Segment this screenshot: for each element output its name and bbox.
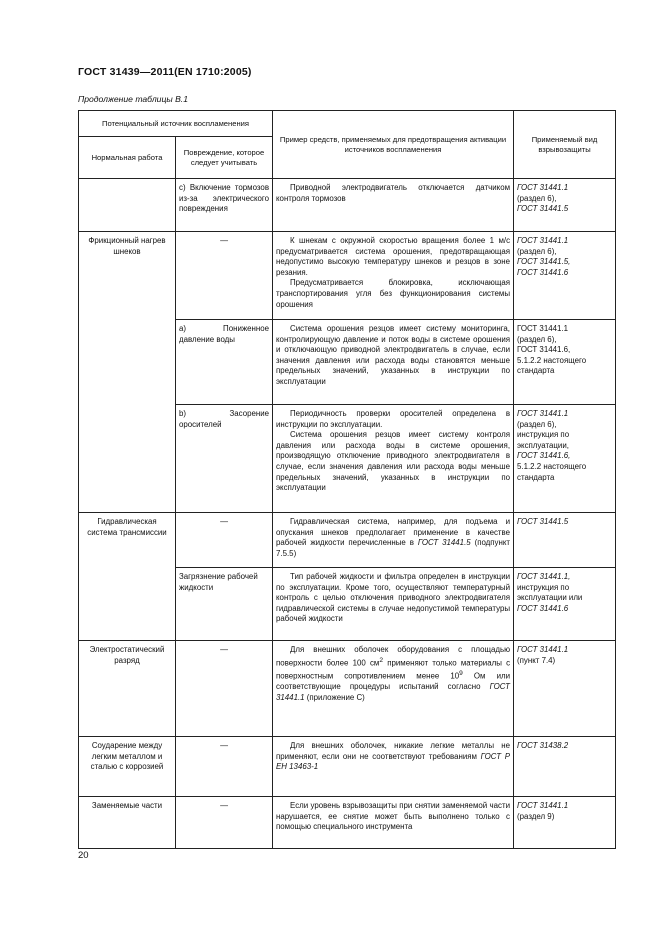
header-measures: Пример средств, применяемых для предотвращения активации источников воспламенения <box>273 111 514 179</box>
cell-measures: Если уровень взрывозащиты при снятии заменяемой части нарушается, ее снятие может быть выполнено только с помощью специального инструмента <box>273 797 514 849</box>
cell-normal: Соударение между легким металлом и сталью с коррозией <box>79 737 176 797</box>
cell-protection: ГОСТ 31441.1 (раздел 6), ГОСТ 31441.6, 5.1.2.2 настоящего стандарта <box>514 320 616 405</box>
continuation-label: Продолжение таблицы В.1 <box>78 94 188 104</box>
table-row <box>79 232 616 320</box>
cell-normal: Гидравлическая система трансмиссии <box>79 513 176 641</box>
table-row <box>79 797 616 849</box>
header-normal-operation: Нормальная работа <box>79 137 176 179</box>
cell-measures: Для внешних оболочек, никакие легкие металлы не применяют, если они не соответствуют требованиям ГОСТ Р ЕН 13463-1 <box>273 737 514 797</box>
cell-normal: Заменяемые части <box>79 797 176 849</box>
cell-measures: К шнекам с окружной скоростью вращения более 1 м/с предусматривается система орошения, предотвращающая недопустимо высокую температуру шнеков и резцов в зоне резания. Предусматривается блокировка, исключающая транспортирования угля без функционирования системы орошения <box>273 232 514 320</box>
cell-protection: ГОСТ 31441.1 (раздел 6), инструкция по эксплуатации, ГОСТ 31441.6, 5.1.2.2 настоящего стандарта <box>514 405 616 513</box>
cell-damage: a) Пониженное давление воды <box>176 320 273 405</box>
cell-protection: ГОСТ 31441.1 (пункт 7.4) <box>514 641 616 737</box>
cell-protection: ГОСТ 31441.1 (раздел 6), ГОСТ 31441.5 <box>514 179 616 232</box>
cell-measures: Приводной электродвигатель отключается датчиком контроля тормозов <box>273 179 514 232</box>
cell-damage: c) Включение тормозов из-за электрического повреждения <box>176 179 273 232</box>
document-title: ГОСТ 31439—2011(EN 1710:2005) <box>78 66 252 78</box>
cell-damage: b) Засорение оросителей <box>176 405 273 513</box>
table-row <box>79 641 616 737</box>
cell-damage: — <box>176 641 273 737</box>
cell-normal: Электростатический разряд <box>79 641 176 737</box>
cell-protection: ГОСТ 31441.1 (раздел 6), ГОСТ 31441.5, ГОСТ 31441.6 <box>514 232 616 320</box>
cell-measures: Для внешних оболочек оборудования с площадью поверхности более 100 $см^2$ применяют только материалы с поверхностным сопротивлением менее $10^9$ Ом или соответствующие процедуры испытаний согласно ГОСТ 31441.1 (приложение С) <box>273 641 514 737</box>
cell-protection: ГОСТ 31441.5 <box>514 513 616 568</box>
cell-normal <box>79 179 176 232</box>
cell-measures: Гидравлическая система, например, для подъема и опускания шнеков предполагает применение в качестве рабочей жидкости перечисленные в ГОСТ 31441.5 (подпункт 7.5.5) <box>273 513 514 568</box>
cell-damage: — <box>176 737 273 797</box>
cell-damage: — <box>176 232 273 320</box>
header-damage: Повреждение, которое следует учитывать <box>176 137 273 179</box>
cell-protection: ГОСТ 31441.1, инструкция по эксплуатации или ГОСТ 31441.6 <box>514 568 616 641</box>
cell-normal: Фрикционный нагрев шнеков <box>79 232 176 513</box>
table-row <box>79 513 616 568</box>
header-ignition-source: Потенциальный источник воспламенения <box>79 111 273 137</box>
cell-damage: Загрязнение рабочей жидкости <box>176 568 273 641</box>
table-row <box>79 179 616 232</box>
header-protection: Применяемый вид взрывозащиты <box>514 111 616 179</box>
cell-measures: Периодичность проверки оросителей определена в инструкции по эксплуатации. Система орошения резцов имеет систему контроля давления или расхода воды в системе орошения, производящую отключение приводного электродвигателя в случае, если значения давления или расхода воды меньше предельных значений, указанных в инструкции по эксплуатации <box>273 405 514 513</box>
cell-measures: Тип рабочей жидкости и фильтра определен в инструкции по эксплуатации. Кроме того, осуществляют температурный контроль с целью отключения приводного электродвигателя гидравлической системы в случае недопустимой температуры рабочей жидкости <box>273 568 514 641</box>
cell-protection: ГОСТ 31438.2 <box>514 737 616 797</box>
ignition-sources-table <box>78 110 616 849</box>
cell-measures: Система орошения резцов имеет систему мониторинга, контролирующую давление и поток воды в системе орошения и отключающую приводной электродвигатель в случае, если значения давления или расхода воды становятся меньше предельных значений, указанных в инструкции по эксплуатации <box>273 320 514 405</box>
table-row <box>79 737 616 797</box>
cell-damage: — <box>176 797 273 849</box>
cell-damage: — <box>176 513 273 568</box>
page-number: 20 <box>78 850 89 861</box>
cell-protection: ГОСТ 31441.1 (раздел 9) <box>514 797 616 849</box>
